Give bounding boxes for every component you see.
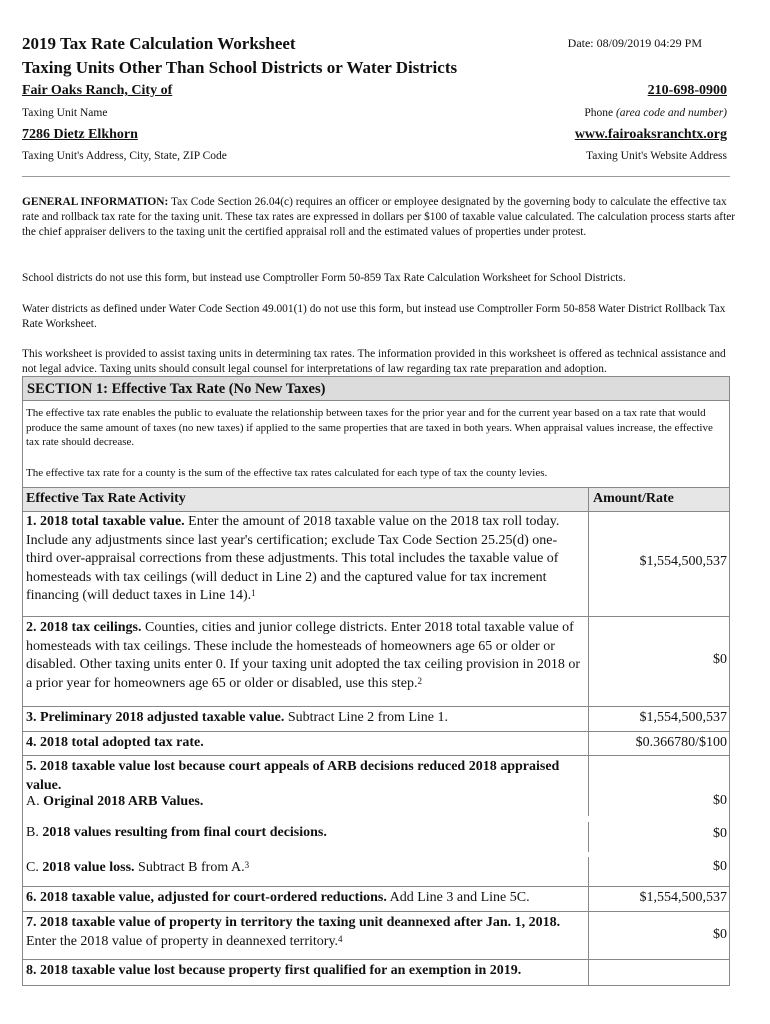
column-divider [588,732,589,755]
header-divider [22,176,730,177]
row-prefix: A. [26,794,44,809]
row-title: 1. 2018 total taxable value. [26,514,185,529]
row-footnote-ref: 3 [244,860,250,870]
column-divider [588,511,589,616]
row-amount: $1,554,500,537 [639,890,727,905]
row-amount: $0.366780/$100 [635,735,727,750]
section-1-intro: The effective tax rate enables the public to evaluate the relationship between taxes for the prior year and for the current year based on a tax rate that would produce the same amount of taxes (no new taxes) if applied to the same properties that are taxed in both years. When appraisal values increase, the effective tax rate should decrease. [26,407,713,449]
row-title: 6. 2018 taxable value, adjusted for court-ordered reductions. [26,890,387,905]
general-information-text: Tax Code Section 26.04(c) requires an officer or employee designated by the governing body to calculate the effective tax rate and rollback tax rate for the taxing unit. These tax rates are expressed in dollars per $100 of taxable value calculated. The calculation process starts after the chief appraiser delivers to the taxing unit the certified appraisal roll and the estimated values of properties under protest. [22,196,736,239]
column-divider [588,857,589,886]
column-divider [588,791,589,816]
phone-label-hint: (area code and number) [615,107,727,119]
column-divider [588,756,589,796]
row-text: Add Line 3 and Line 5C. [386,890,530,905]
taxing-unit-address: 7286 Dietz Elkhorn [22,127,138,142]
worksheet-row [23,756,729,796]
document-date: Date: 08/09/2019 04:29 PM [567,36,702,50]
column-divider [588,707,589,731]
row-prefix: C. [26,860,43,875]
row-description [26,824,582,843]
row-title: 2018 values resulting from final court decisions. [42,825,327,840]
row-footnote-ref: 4 [338,933,343,944]
column-divider [588,912,589,959]
row-amount: $0 [713,826,727,841]
row-text: Subtract Line 2 from Line 1. [284,710,449,725]
row-text: Counties, cities and junior college districts. Enter 2018 total taxable value of homesteads with tax ceilings. These include the homesteads of homeowners age 65 or older or disabled. Other taxing units enter 0. If your taxing unit adopted the tax ceiling provision in 2018 or a prior year for homeowners age 65 or older or disabled, use this step. [26,620,581,691]
section-1-county-note: The effective tax rate for a county is the sum of the effective tax rates calculated for each type of tax the county levies. [26,467,548,479]
worksheet-row [23,732,729,756]
section-1 [22,376,730,986]
row-text: Subtract B from A. [134,860,245,875]
row-footnote-ref: 2 [417,675,422,686]
row-title: 2018 value loss. [42,860,135,875]
row-description [26,758,582,795]
row-description [26,709,582,728]
row-amount: $0 [713,927,727,942]
taxing-unit-name-label: Taxing Unit Name [22,107,108,119]
section-1-heading: SECTION 1: Effective Tax Rate (No New Taxes) [23,377,729,401]
taxing-unit-website[interactable]: www.fairoaksranchtx.org [574,127,727,142]
worksheet-row [23,617,729,707]
row-title: 7. 2018 taxable value of property in territory the taxing unit deannexed after Jan. 1, 2018. [26,915,561,930]
website-label: Taxing Unit's Website Address [586,150,727,162]
worksheet-row [23,857,729,887]
worksheet-row [23,822,729,852]
row-description [26,513,582,606]
row-amount: $0 [713,859,727,874]
row-description [26,962,582,981]
general-information [22,195,738,241]
row-amount: $1,554,500,537 [639,710,727,725]
row-description [26,889,582,908]
row-title: 3. Preliminary 2018 adjusted taxable value. [26,710,285,725]
table-header [23,487,729,512]
worksheet-row [23,707,729,732]
row-text: Enter the amount of 2018 taxable value on the 2018 tax roll today. Include any adjustments since last year's certification; exclude Tax Code Section 25.25(d) one-third over-appraisal corrections from these adjustments. This total includes the taxable value of homesteads with tax ceilings (will deduct in Line 2) and the captured value for tax increment financing (will deduct taxes in Line 14). [26,514,560,604]
general-information-heading: GENERAL INFORMATION: [22,196,169,208]
phone-label-prefix: Phone [584,107,616,119]
school-district-note: School districts do not use this form, but instead use Comptroller Form 50-859 Tax Rate Calculation Worksheet for School Districts. [22,272,626,284]
title-row [22,34,730,56]
worksheet-row [23,791,729,816]
row-description [26,734,582,753]
row-title: 8. 2018 taxable value lost because property first qualified for an exemption in 2019. [26,963,522,978]
row-description [26,914,582,951]
row-title: 2. 2018 tax ceilings. [26,620,142,635]
row-amount: $0 [713,793,727,808]
column-activity: Effective Tax Rate Activity [26,491,186,506]
row-prefix: B. [26,825,43,840]
worksheet-row [23,960,729,985]
column-divider [588,960,589,985]
column-amount: Amount/Rate [593,491,674,506]
row-description [26,619,582,693]
row-amount: $0 [713,652,727,667]
worksheet-row [23,511,729,617]
row-title: Original 2018 ARB Values. [43,794,204,809]
row-text: Enter the 2018 value of property in deannexed territory. [26,933,339,949]
row-amount: $1,554,500,537 [639,554,727,569]
page-subtitle: Taxing Units Other Than School Districts or Water Districts [22,58,458,77]
column-divider [588,887,589,911]
column-divider [588,617,589,706]
legal-advice-note: This worksheet is provided to assist taxing units in determining tax rates. The information provided in this worksheet is offered as technical assistance and not legal advice. Taxing units should consult legal counsel for interpretations of law regarding tax rate preparation and adoption. [22,348,726,376]
worksheet-row [23,887,729,912]
taxing-unit-address-label: Taxing Unit's Address, City, State, ZIP Code [22,150,227,162]
row-title: 5. 2018 taxable value lost because court appeals of ARB decisions reduced 2018 appraised value. [26,759,560,793]
worksheet-row [23,912,729,960]
page-title: 2019 Tax Rate Calculation Worksheet [22,34,296,53]
water-district-note: Water districts as defined under Water Code Section 49.001(1) do not use this form, but instead use Comptroller Form 50-858 Water District Rollback Tax Rate Worksheet. [22,303,726,331]
taxing-unit-phone: 210-698-0900 [647,83,727,98]
row-description [26,793,582,812]
phone-label [584,107,727,119]
row-title: 4. 2018 total adopted tax rate. [26,735,204,750]
column-divider [588,488,589,511]
taxing-unit-name: Fair Oaks Ranch, City of [22,83,173,98]
row-footnote-ref: 1 [251,588,256,599]
column-divider [588,822,589,852]
row-description [26,859,582,878]
